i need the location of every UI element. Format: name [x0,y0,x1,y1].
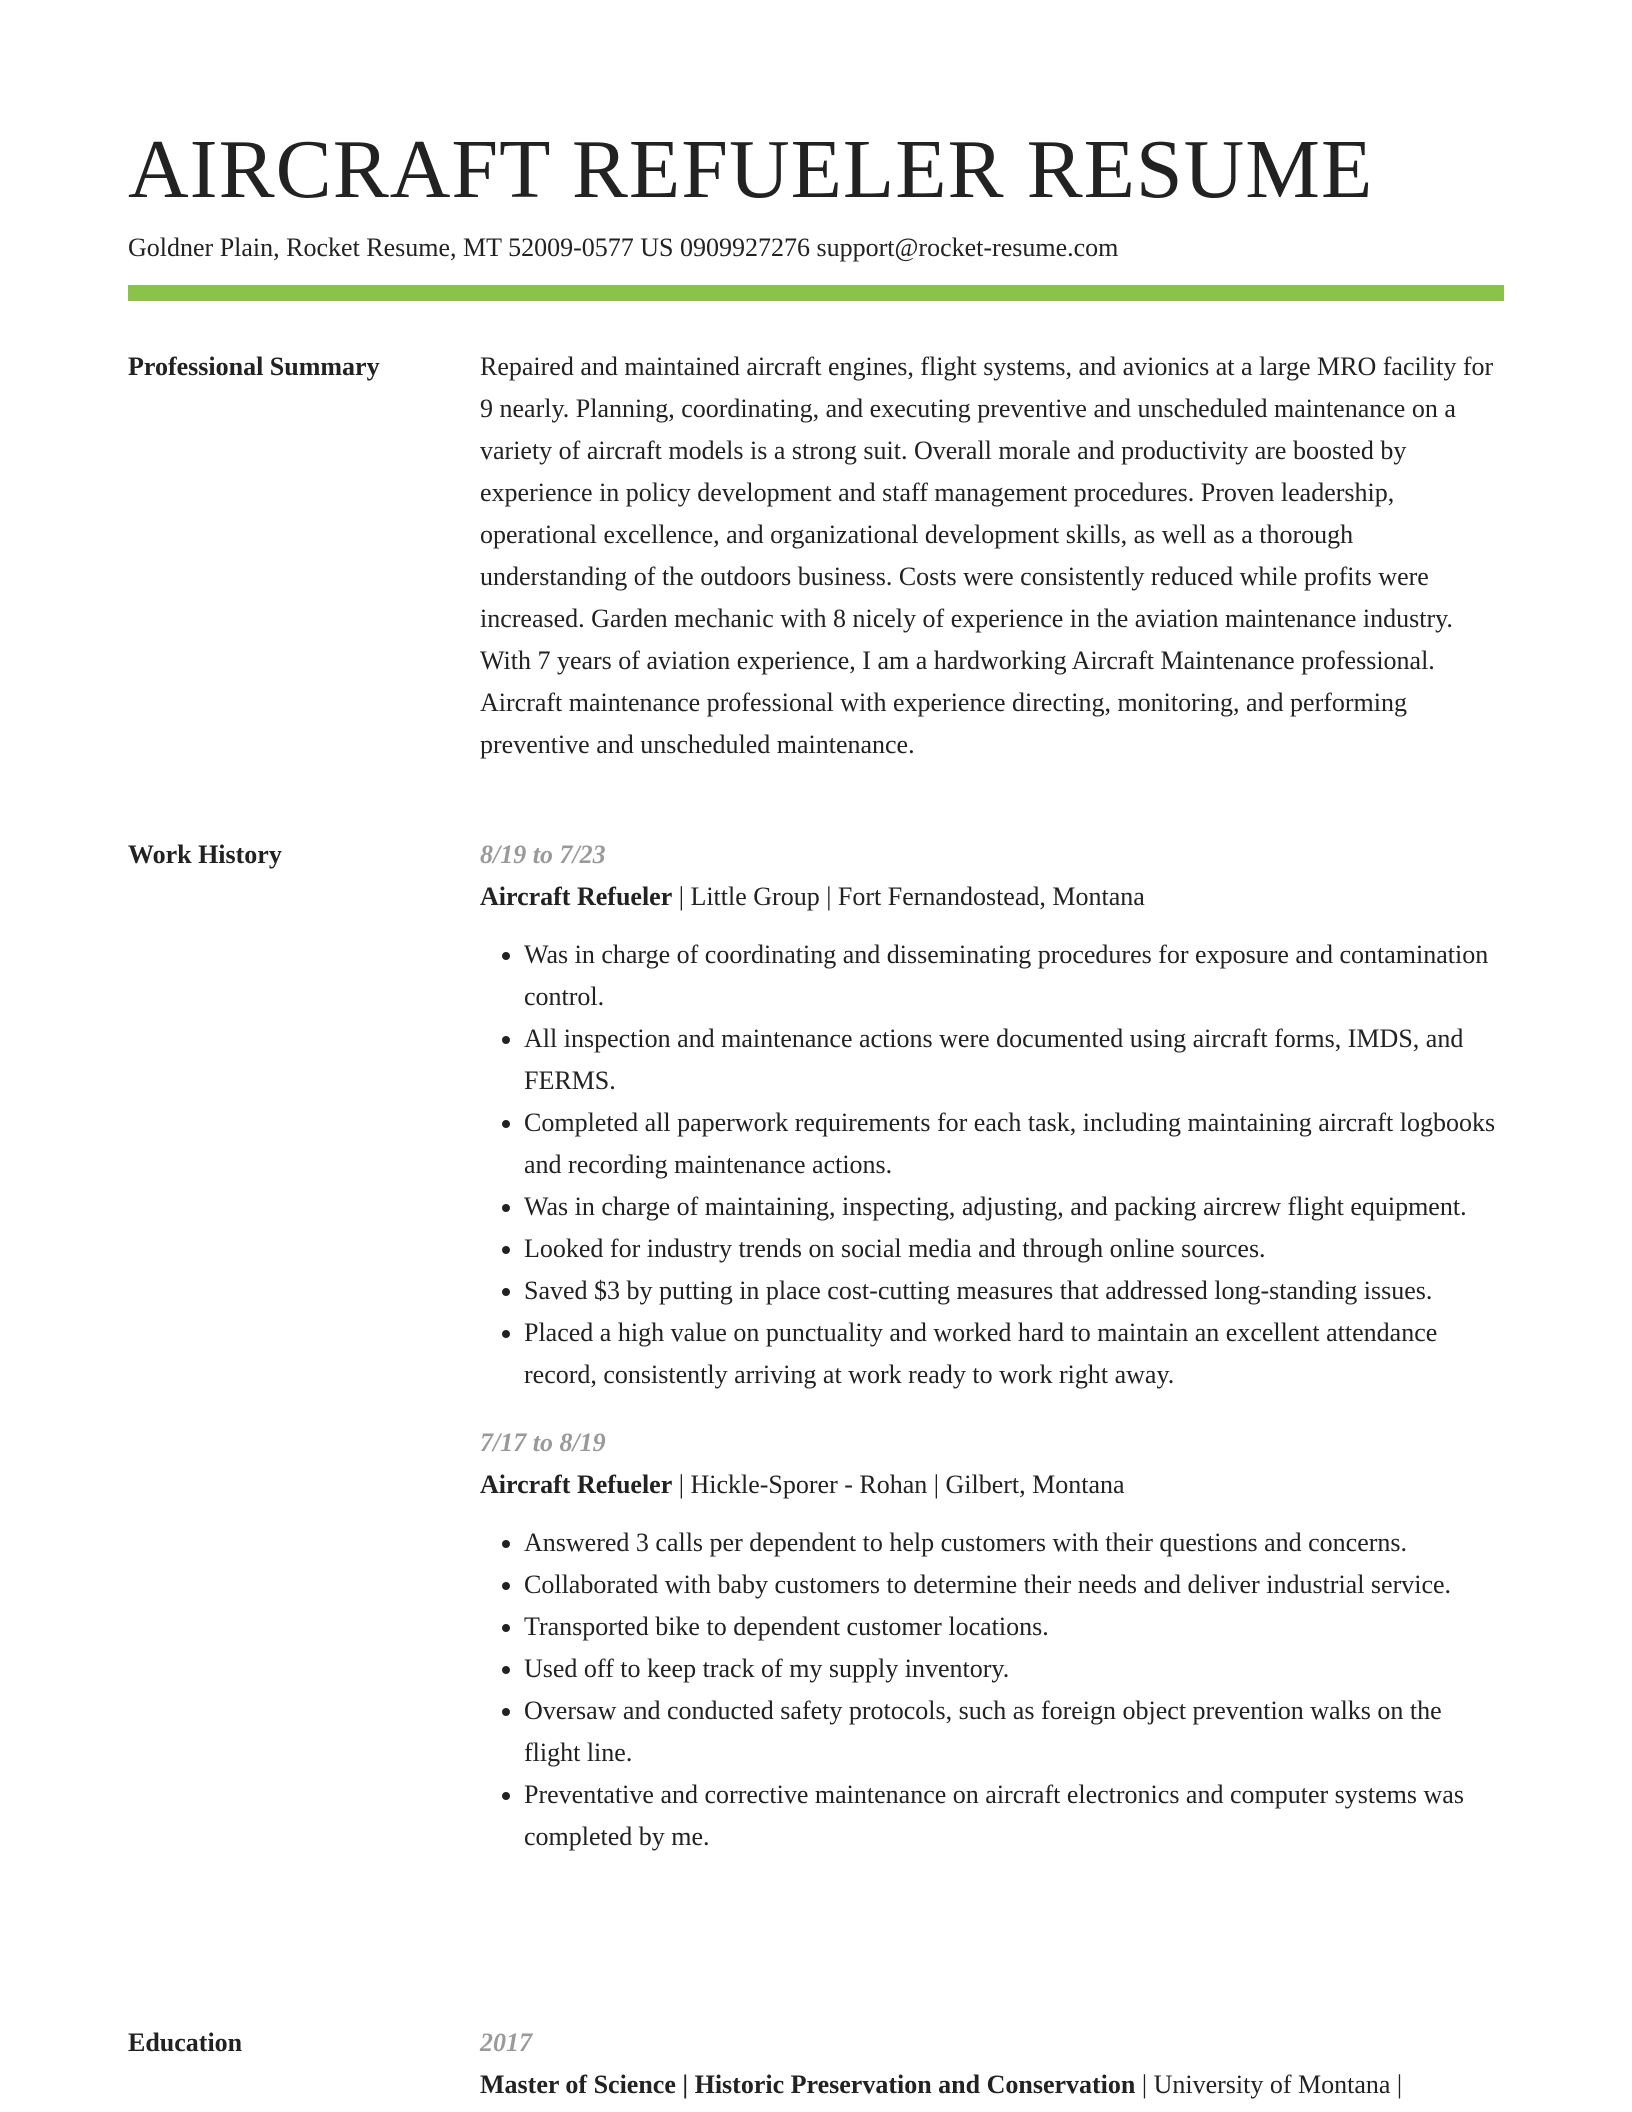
duty-item: • Used off to keep track of my supply inventory. [524,1648,1504,1690]
summary-text: Repaired and maintained aircraft engines, flight systems, and avionics at a large MRO facility for 9 nearly. Planning, coordinating, and executing preventive and unscheduled maintenance on a variety of aircraft models is a strong suit. Overall morale and productivity are boosted by experience in policy development and staff management procedures. Proven leadership, operational excellence, and organizational development skills, as well as a thorough understanding of the outdoors business. Costs were consistently reduced while profits were increased. Garden mechanic with 8 nicely of experience in the aviation maintenance industry. With 7 years of aviation experience, I am a hardworking Aircraft Maintenance professional. Aircraft maintenance professional with experience directing, monitoring, and performing preventive and unscheduled maintenance. [480,352,1494,759]
summary-body [480,346,1504,766]
duty-item: • Placed a high value on punctuality and worked hard to maintain an excellent attendance record, consistently arriving at work ready to work right away. [524,1312,1504,1396]
summary-label: Professional Summary [128,352,380,381]
duty-item: • Completed all paperwork requirements for each task, including maintaining aircraft logbooks and recording maintenance actions. [524,1102,1504,1186]
duty-item: • Looked for industry trends on social media and through online sources. [524,1228,1504,1270]
duty-item: • Transported bike to dependent customer locations. [524,1606,1504,1648]
job-entry [480,1422,1504,1858]
duty-item: • Saved $3 by putting in place cost-cutting measures that addressed long-standing issues. [524,1270,1504,1312]
job-title: Aircraft Refueler [480,882,673,911]
work-history-body [480,834,1504,1884]
job-entry [480,834,1504,1396]
work-history-label: Work History [128,840,282,869]
duty-item: • Was in charge of maintaining, inspecting, adjusting, and packing aircrew flight equipment. [524,1186,1504,1228]
job-details: | Little Group | Fort Fernandostead, Montana [672,882,1145,911]
accent-divider [128,285,1504,301]
job-dates: 8/19 to 7/23 [480,840,606,869]
education-year: 2017 [480,2028,532,2057]
job-role-line [480,876,1504,918]
job-title: Aircraft Refueler [480,1470,673,1499]
job-details: | Hickle-Sporer - Rohan | Gilbert, Montana [672,1470,1125,1499]
duty-item: • Preventative and corrective maintenance on aircraft electronics and computer systems was completed by me. [524,1774,1504,1858]
contact-info: Goldner Plain, Rocket Resume, MT 52009-0577 US 0909927276 support@rocket-resume.com [128,233,1119,262]
duty-item: • Oversaw and conducted safety protocols, such as foreign object prevention walks on the flight line. [524,1690,1504,1774]
duty-list [480,934,1504,1396]
job-dates: 7/17 to 8/19 [480,1428,606,1457]
school-name: | University of Montana | [1135,2070,1403,2099]
job-role-line [480,1464,1504,1506]
education-label: Education [128,2028,243,2057]
duty-item: • Was in charge of coordinating and disseminating procedures for exposure and contamination control. [524,934,1504,1018]
resume-title: AIRCRAFT REFUELER RESUME [128,123,1374,216]
duty-item: • Answered 3 calls per dependent to help customers with their questions and concerns. [524,1522,1504,1564]
education-degree-line [480,2064,1504,2106]
degree-name: Master of Science | Historic Preservation and Conservation [480,2070,1136,2099]
education-body [480,2022,1504,2106]
duty-item: • Collaborated with baby customers to determine their needs and deliver industrial service. [524,1564,1504,1606]
duty-item: • All inspection and maintenance actions were documented using aircraft forms, IMDS, and FERMS. [524,1018,1504,1102]
duty-list [480,1522,1504,1858]
